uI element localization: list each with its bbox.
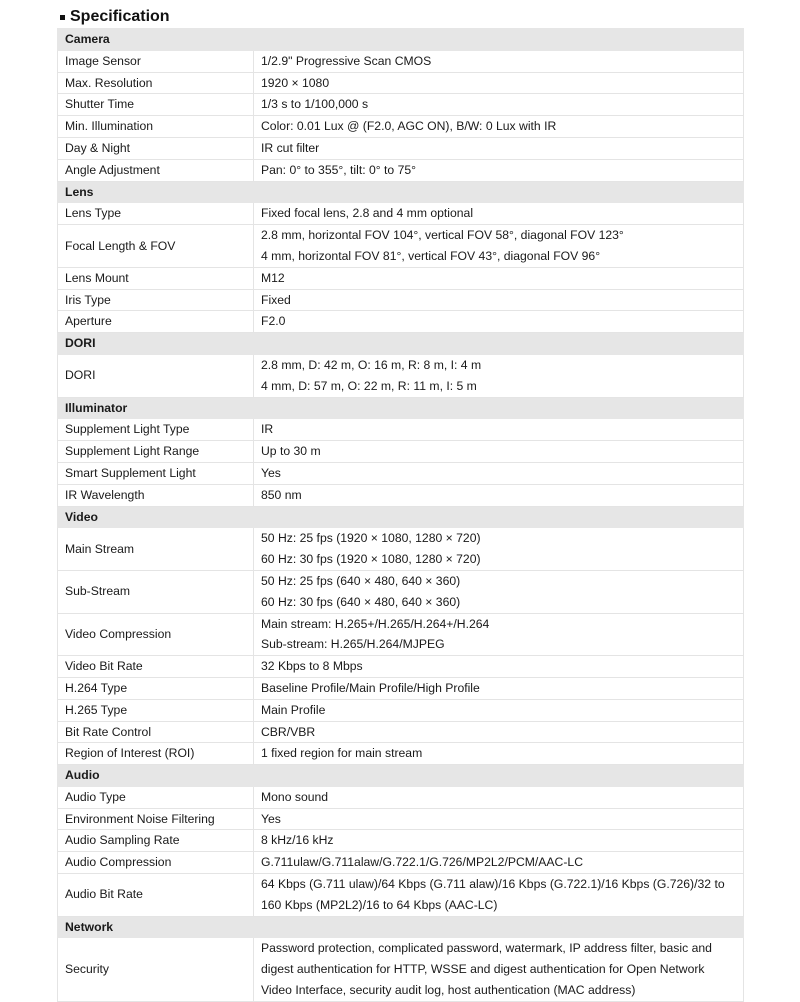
spec-value-line: IR cut filter — [261, 140, 320, 155]
spec-label: Shutter Time — [58, 94, 254, 116]
spec-value-line: 2.8 mm, horizontal FOV 104°, vertical FOV 58°, diagonal FOV 123° — [261, 228, 624, 243]
section-header-audio — [58, 765, 744, 787]
section-header-blank — [254, 29, 744, 51]
specification-table-body — [58, 29, 744, 1002]
spec-label: Day & Night — [58, 137, 254, 159]
spec-value-line: 64 Kbps (G.711 ulaw)/64 Kbps (G.711 alaw)/16 Kbps (G.722.1)/16 Kbps (G.726)/32 to — [261, 877, 725, 892]
spec-row — [58, 874, 744, 917]
spec-value — [254, 203, 744, 225]
spec-value — [254, 462, 744, 484]
spec-row — [58, 116, 744, 138]
spec-row — [58, 743, 744, 765]
specification-table — [57, 28, 744, 1002]
section-title: Camera — [58, 29, 254, 51]
spec-value — [254, 137, 744, 159]
square-bullet-icon — [60, 15, 65, 20]
section-header-blank — [254, 765, 744, 787]
spec-label: Max. Resolution — [58, 72, 254, 94]
spec-label: Bit Rate Control — [58, 721, 254, 743]
spec-row — [58, 528, 744, 571]
spec-value-line: 1 fixed region for main stream — [261, 746, 423, 761]
spec-value — [254, 743, 744, 765]
spec-value-line: F2.0 — [261, 314, 286, 329]
spec-value-line: 4 mm, D: 57 m, O: 22 m, R: 11 m, I: 5 m — [261, 378, 477, 393]
spec-value-line: Yes — [261, 465, 281, 480]
spec-value-line: Main Profile — [261, 702, 326, 717]
spec-row — [58, 570, 744, 613]
spec-value — [254, 699, 744, 721]
spec-value-line: Mono sound — [261, 789, 329, 804]
spec-value-line: Main stream: H.265+/H.265/H.264+/H.264 — [261, 616, 490, 631]
spec-value-line: 60 Hz: 30 fps (640 × 480, 640 × 360) — [261, 594, 461, 609]
spec-value-line: 160 Kbps (MP2L2)/16 to 64 Kbps (AAC-LC) — [261, 897, 498, 912]
spec-row — [58, 289, 744, 311]
spec-value-line: Sub-stream: H.265/H.264/MJPEG — [261, 637, 445, 652]
spec-value — [254, 267, 744, 289]
spec-label: H.264 Type — [58, 677, 254, 699]
spec-value — [254, 938, 744, 1001]
spec-row — [58, 699, 744, 721]
spec-value — [254, 441, 744, 463]
spec-row — [58, 419, 744, 441]
spec-value — [254, 225, 744, 268]
spec-value-line: 2.8 mm, D: 42 m, O: 16 m, R: 8 m, I: 4 m — [261, 357, 482, 372]
spec-row — [58, 484, 744, 506]
spec-value — [254, 786, 744, 808]
spec-value — [254, 72, 744, 94]
spec-value-line: 1/2.9" Progressive Scan CMOS — [261, 53, 432, 68]
spec-label: Audio Sampling Rate — [58, 830, 254, 852]
spec-label: Environment Noise Filtering — [58, 808, 254, 830]
page-title: Specification — [70, 8, 170, 25]
spec-label: Main Stream — [58, 528, 254, 571]
spec-row — [58, 656, 744, 678]
spec-value-line: Password protection, complicated password, watermark, IP address filter, basic and — [261, 941, 712, 956]
section-header-video — [58, 506, 744, 528]
section-header-blank — [254, 333, 744, 355]
spec-value — [254, 354, 744, 397]
spec-label: Image Sensor — [58, 50, 254, 72]
spec-value — [254, 311, 744, 333]
spec-value-line: G.711ulaw/G.711alaw/G.722.1/G.726/MP2L2/PCM/AAC-LC — [261, 855, 583, 870]
spec-row — [58, 50, 744, 72]
spec-row — [58, 786, 744, 808]
spec-value-line: 50 Hz: 25 fps (1920 × 1080, 1280 × 720) — [261, 531, 481, 546]
spec-label: Angle Adjustment — [58, 159, 254, 181]
spec-row — [58, 225, 744, 268]
spec-value — [254, 852, 744, 874]
spec-value — [254, 570, 744, 613]
section-header-blank — [254, 916, 744, 938]
spec-row — [58, 137, 744, 159]
spec-row — [58, 938, 744, 1001]
spec-value-line: Video Interface, security audit log, host authentication (MAC address) — [261, 983, 636, 998]
spec-value-line: 50 Hz: 25 fps (640 × 480, 640 × 360) — [261, 573, 461, 588]
spec-label: Video Bit Rate — [58, 656, 254, 678]
section-header-camera — [58, 29, 744, 51]
spec-value — [254, 677, 744, 699]
section-header-lens — [58, 181, 744, 203]
spec-value-line: digest authentication for HTTP, WSSE and digest authentication for Open Network — [261, 962, 705, 977]
spec-row — [58, 677, 744, 699]
spec-row — [58, 94, 744, 116]
section-title: Video — [58, 506, 254, 528]
spec-value-line: 850 nm — [261, 487, 302, 502]
spec-value — [254, 484, 744, 506]
spec-value — [254, 116, 744, 138]
spec-value-line: IR — [261, 422, 274, 437]
spec-value — [254, 656, 744, 678]
spec-label: Supplement Light Type — [58, 419, 254, 441]
spec-value-line: Fixed — [261, 292, 291, 307]
section-title: DORI — [58, 333, 254, 355]
spec-row — [58, 441, 744, 463]
spec-row — [58, 311, 744, 333]
spec-value — [254, 874, 744, 917]
spec-row — [58, 808, 744, 830]
spec-row — [58, 462, 744, 484]
spec-value-line: Yes — [261, 811, 281, 826]
spec-value-line: Up to 30 m — [261, 444, 321, 459]
spec-row — [58, 159, 744, 181]
spec-value — [254, 50, 744, 72]
spec-value-line: M12 — [261, 270, 285, 285]
spec-label: Region of Interest (ROI) — [58, 743, 254, 765]
section-header-dori — [58, 333, 744, 355]
spec-value-line: Baseline Profile/Main Profile/High Profile — [261, 680, 480, 695]
spec-label: Lens Mount — [58, 267, 254, 289]
spec-heading — [60, 6, 170, 28]
spec-value — [254, 721, 744, 743]
section-header-blank — [254, 506, 744, 528]
spec-label: Supplement Light Range — [58, 441, 254, 463]
spec-value-line: CBR/VBR — [261, 724, 316, 739]
spec-value-line: 60 Hz: 30 fps (1920 × 1080, 1280 × 720) — [261, 552, 481, 567]
section-title: Network — [58, 916, 254, 938]
spec-value-line: 4 mm, horizontal FOV 81°, vertical FOV 43°, diagonal FOV 96° — [261, 248, 601, 263]
spec-row — [58, 830, 744, 852]
spec-value — [254, 613, 744, 656]
spec-value — [254, 419, 744, 441]
spec-label: Iris Type — [58, 289, 254, 311]
section-title: Lens — [58, 181, 254, 203]
section-title: Illuminator — [58, 397, 254, 419]
spec-label: Audio Compression — [58, 852, 254, 874]
spec-value-line: Pan: 0° to 355°, tilt: 0° to 75° — [261, 162, 417, 177]
spec-value-line: 1920 × 1080 — [261, 75, 330, 90]
spec-label: Sub-Stream — [58, 570, 254, 613]
spec-row — [58, 354, 744, 397]
section-header-illuminator — [58, 397, 744, 419]
spec-value-line: 1/3 s to 1/100,000 s — [261, 97, 369, 112]
spec-value — [254, 830, 744, 852]
spec-label: Audio Type — [58, 786, 254, 808]
spec-label: Video Compression — [58, 613, 254, 656]
spec-value-line: Color: 0.01 Lux @ (F2.0, AGC ON), B/W: 0 Lux with IR — [261, 119, 557, 134]
spec-label: Lens Type — [58, 203, 254, 225]
spec-row — [58, 852, 744, 874]
section-header-blank — [254, 181, 744, 203]
spec-label: Min. Illumination — [58, 116, 254, 138]
spec-value-line: Fixed focal lens, 2.8 and 4 mm optional — [261, 206, 474, 221]
spec-row — [58, 203, 744, 225]
spec-label: Security — [58, 938, 254, 1001]
spec-value — [254, 808, 744, 830]
spec-label: DORI — [58, 354, 254, 397]
spec-row — [58, 613, 744, 656]
spec-value — [254, 159, 744, 181]
spec-value — [254, 94, 744, 116]
spec-row — [58, 721, 744, 743]
spec-value — [254, 289, 744, 311]
spec-value — [254, 528, 744, 571]
section-title: Audio — [58, 765, 254, 787]
spec-label: Aperture — [58, 311, 254, 333]
spec-label: Audio Bit Rate — [58, 874, 254, 917]
section-header-network — [58, 916, 744, 938]
section-header-blank — [254, 397, 744, 419]
spec-label: Smart Supplement Light — [58, 462, 254, 484]
spec-row — [58, 267, 744, 289]
spec-label: Focal Length & FOV — [58, 225, 254, 268]
spec-label: H.265 Type — [58, 699, 254, 721]
spec-value-line: 32 Kbps to 8 Mbps — [261, 659, 363, 674]
spec-row — [58, 72, 744, 94]
spec-value-line: 8 kHz/16 kHz — [261, 833, 334, 848]
spec-label: IR Wavelength — [58, 484, 254, 506]
